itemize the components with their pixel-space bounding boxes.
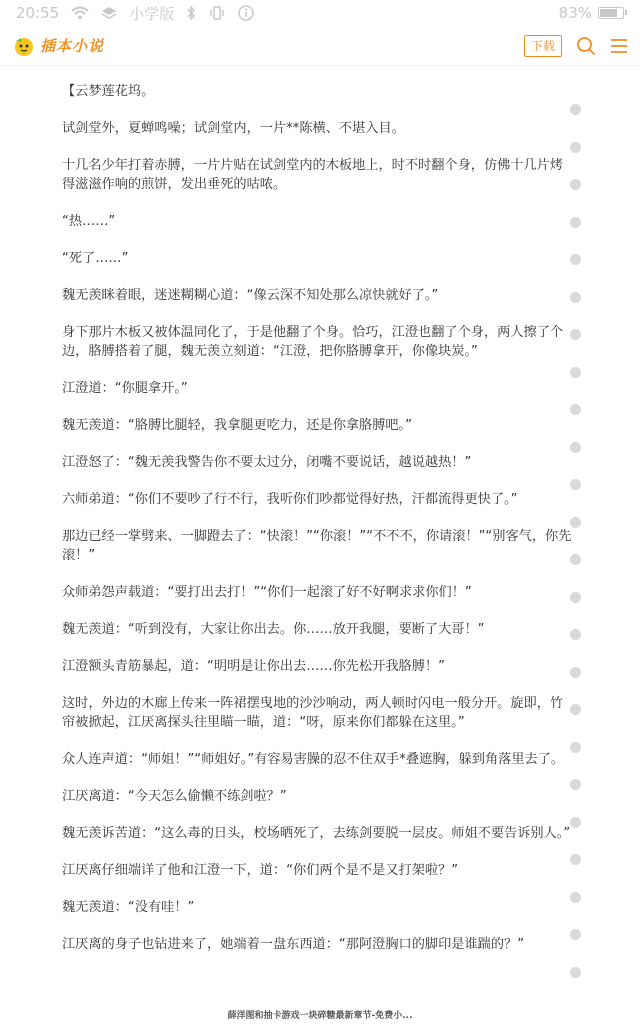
scroll-dot: [570, 592, 581, 603]
mascot-icon: [12, 35, 36, 57]
scroll-dot: [570, 517, 581, 528]
paragraph: “热……”: [62, 214, 116, 229]
header-actions: [524, 35, 628, 57]
app-header: [0, 26, 640, 66]
scroll-dot: [570, 817, 581, 828]
battery-percent: 83%: [558, 4, 592, 22]
layers-icon: [101, 6, 117, 20]
paragraph: 魏无羡道：“听到没有，大家让你出去。你……放开我腿，要断了大哥！”: [62, 622, 485, 637]
paragraph: 六师弟道：“你们不要吵了行不行，我听你们吵都觉得好热，汗都流得更快了。”: [62, 492, 518, 507]
scroll-dot: [570, 929, 581, 940]
paragraph: 众师弟怨声载道：“要打出去打！”“你们一起滚了好不好啊求求你们！”: [62, 585, 472, 600]
status-mode-label: 小学版: [129, 4, 175, 23]
battery-level: [600, 9, 617, 17]
status-bar: [0, 0, 640, 26]
scroll-dot: [570, 704, 581, 715]
paragraph: 那边已经一掌劈来、一脚蹬去了：“快滚！”“你滚！”“不不不，你请滚！”“别客气，你先滚！”: [62, 529, 572, 563]
paragraph: 江厌离的身子也钻进来了，她端着一盘东西道：“那阿澄胸口的脚印是谁踹的？”: [62, 937, 525, 952]
scroll-dot: [570, 742, 581, 753]
paragraph: 江澄道：“你腿拿开。”: [62, 381, 188, 396]
scroll-dot: [570, 967, 581, 978]
logo-text: 插本小说: [40, 37, 105, 55]
bluetooth-icon: [186, 5, 196, 21]
footer-link[interactable]: 薛洋图和抽卡游戏一块碎糖最新章节-免费小...: [227, 1011, 413, 1021]
scroll-dot: [570, 479, 581, 490]
scroll-dot: [570, 104, 581, 115]
scroll-dot: [570, 179, 581, 190]
paragraph: 魏无羡诉苦道：“这么毒的日头，校场晒死了，去练剑要脱一层皮。师姐不要告诉别人。”: [62, 826, 571, 841]
scroll-dot: [570, 254, 581, 265]
scroll-dot: [570, 779, 581, 790]
scroll-dot: [570, 142, 581, 153]
menu-icon[interactable]: [610, 38, 628, 54]
scroll-dot: [570, 404, 581, 415]
scroll-dot: [570, 217, 581, 228]
paragraph: “死了……”: [62, 251, 129, 266]
scroll-dot: [570, 667, 581, 678]
paragraph: 试剑堂外，夏蝉鸣噪；试剑堂内，一片**陈横、不堪入目。: [62, 121, 405, 136]
scroll-dot: [570, 892, 581, 903]
battery-icon: [598, 7, 624, 19]
status-bar-right: [559, 4, 624, 22]
article-body: [62, 82, 572, 972]
wifi-icon: [71, 6, 89, 20]
scroll-dot: [570, 854, 581, 865]
info-icon: [238, 5, 254, 21]
scroll-dot: [570, 292, 581, 303]
paragraph: 魏无羡道：“没有哇！”: [62, 900, 195, 915]
status-bar-left: [16, 3, 254, 24]
scroll-dot: [570, 629, 581, 640]
paragraph: 江厌离道：“今天怎么偷懒不练剑啦？”: [62, 789, 287, 804]
paragraph: 十几名少年打着赤膊，一片片贴在试剑堂内的木板地上，时不时翻个身，仿佛十几片烤得滋滋作响的煎饼，发出垂死的咕哝。: [62, 158, 564, 192]
paragraph: 江澄额头青筋暴起，道：“明明是让你出去……你先松开我胳膊！”: [62, 659, 445, 674]
paragraph: 魏无羡道：“胳膊比腿轻，我拿腿更吃力，还是你拿胳膊吧。”: [62, 418, 412, 433]
app-logo[interactable]: [12, 35, 104, 57]
scroll-dot: [570, 442, 581, 453]
paragraph: 江厌离仔细端详了他和江澄一下，道：“你们两个是不是又打架啦？”: [62, 863, 459, 878]
paragraph: 身下那片木板又被体温同化了，于是他翻了个身。恰巧，江澄也翻了个身，两人擦了个边，胳膊搭着了腿，魏无羡立刻道：“江澄，把你胳膊拿开，你像块炭。”: [62, 325, 564, 359]
vibrate-icon: [208, 6, 226, 20]
paragraph: 【云梦莲花坞。: [62, 84, 155, 99]
status-time: 20:55: [16, 4, 60, 22]
paragraph: 这时，外边的木廊上传来一阵裙摆曳地的沙沙响动，两人顿时闪电一般分开。旋即，竹帘被掀起，江厌离探头往里瞄一瞄，道：“呀，原来你们都躲在这里。”: [62, 696, 564, 730]
scroll-dot: [570, 329, 581, 340]
download-button[interactable]: 下载: [524, 35, 562, 57]
scroll-indicator[interactable]: [570, 104, 582, 994]
scroll-dot: [570, 367, 581, 378]
paragraph: 众人连声道：“师姐！”“师姐好。”有容易害臊的忍不住双手*叠遮胸，躲到角落里去了。: [62, 752, 565, 767]
paragraph: 魏无羡眯着眼，迷迷糊糊心道：“像云深不知处那么凉快就好了。”: [62, 288, 439, 303]
scroll-dot: [570, 554, 581, 565]
search-icon[interactable]: [576, 36, 596, 56]
paragraph: 江澄怒了：“魏无羡我警告你不要太过分，闭嘴不要说话，越说越热！”: [62, 455, 472, 470]
